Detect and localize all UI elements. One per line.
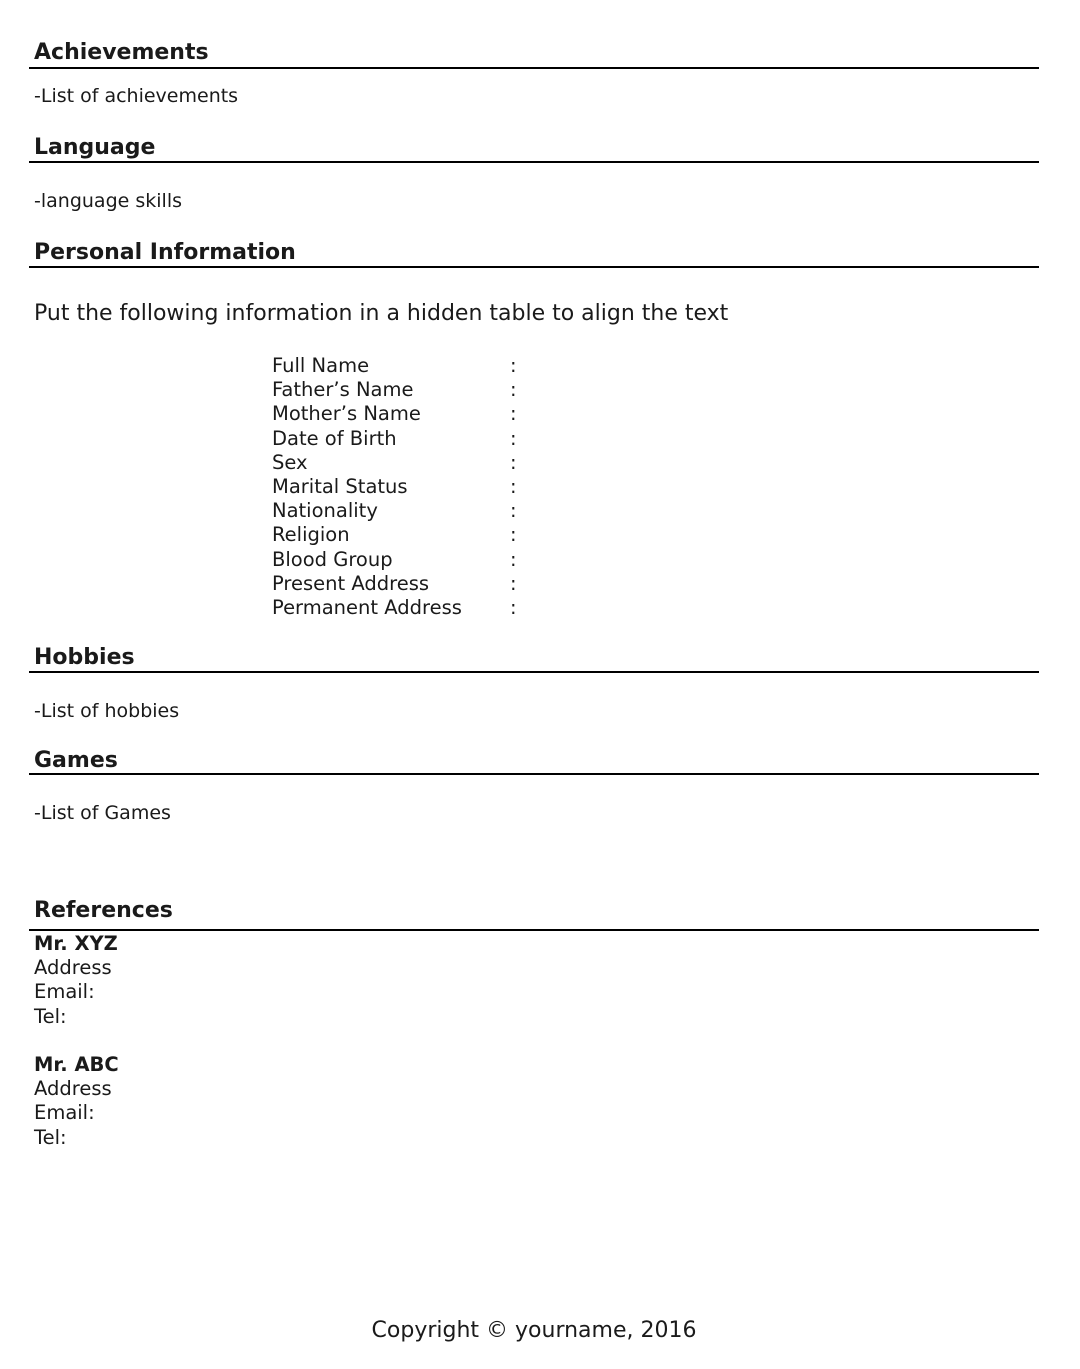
- info-row: [272, 523, 530, 547]
- reference-tel: Tel:: [34, 1125, 67, 1149]
- info-row: [272, 427, 530, 451]
- reference-tel: Tel:: [34, 1004, 67, 1028]
- info-row: [272, 451, 530, 475]
- reference-entry: [34, 932, 118, 1029]
- info-label: Nationality: [272, 499, 378, 523]
- language-heading: Language: [34, 135, 156, 160]
- info-label: Full Name: [272, 354, 370, 377]
- info-row: [272, 475, 530, 499]
- info-colon: :: [510, 450, 517, 474]
- info-colon: :: [510, 402, 517, 426]
- info-row: [272, 402, 530, 426]
- personal-info-table: [272, 354, 530, 620]
- language-text: -language skills: [34, 190, 182, 212]
- info-row: [272, 499, 530, 523]
- info-row: [272, 572, 530, 596]
- info-colon: :: [510, 426, 517, 450]
- info-label: Mother’s Name: [272, 402, 421, 426]
- info-colon: :: [510, 523, 517, 547]
- info-colon: :: [510, 378, 517, 402]
- references-divider: [29, 929, 1039, 931]
- reference-entry: [34, 1053, 119, 1150]
- info-colon: :: [510, 547, 517, 571]
- info-colon: :: [510, 596, 517, 620]
- hobbies-divider: [29, 671, 1039, 673]
- info-colon: :: [510, 354, 517, 377]
- hobbies-heading: Hobbies: [34, 645, 135, 670]
- info-label: Blood Group: [272, 547, 393, 571]
- reference-email: Email:: [34, 980, 95, 1004]
- games-text: -List of Games: [34, 802, 171, 824]
- reference-name: Mr. ABC: [34, 1053, 119, 1076]
- hobbies-text: -List of hobbies: [34, 700, 180, 722]
- info-label: Date of Birth: [272, 426, 397, 450]
- language-divider: [29, 161, 1039, 163]
- info-label: Religion: [272, 523, 350, 547]
- info-label: Permanent Address: [272, 596, 462, 620]
- achievements-text: -List of achievements: [34, 85, 239, 107]
- copyright-footer: Copyright © yourname, 2016: [371, 1318, 697, 1343]
- info-colon: :: [510, 499, 517, 523]
- personal-info-intro: Put the following information in a hidden table to align the text: [34, 301, 729, 326]
- reference-email: Email:: [34, 1101, 95, 1125]
- references-heading: References: [34, 898, 173, 923]
- reference-address: Address: [34, 956, 112, 980]
- info-label: Present Address: [272, 571, 430, 595]
- achievements-divider: [29, 67, 1039, 69]
- reference-name: Mr. XYZ: [34, 932, 118, 955]
- reference-address: Address: [34, 1077, 112, 1101]
- personal-info-divider: [29, 266, 1039, 268]
- personal-info-heading: Personal Information: [34, 240, 296, 265]
- info-row: [272, 548, 530, 572]
- info-row: [272, 596, 530, 620]
- info-label: Father’s Name: [272, 378, 414, 402]
- info-label: Sex: [272, 450, 308, 474]
- info-label: Marital Status: [272, 475, 408, 499]
- info-colon: :: [510, 571, 517, 595]
- info-row: [272, 354, 530, 378]
- games-heading: Games: [34, 748, 118, 773]
- games-divider: [29, 773, 1039, 775]
- info-row: [272, 378, 530, 402]
- achievements-heading: Achievements: [34, 40, 209, 65]
- info-colon: :: [510, 475, 517, 499]
